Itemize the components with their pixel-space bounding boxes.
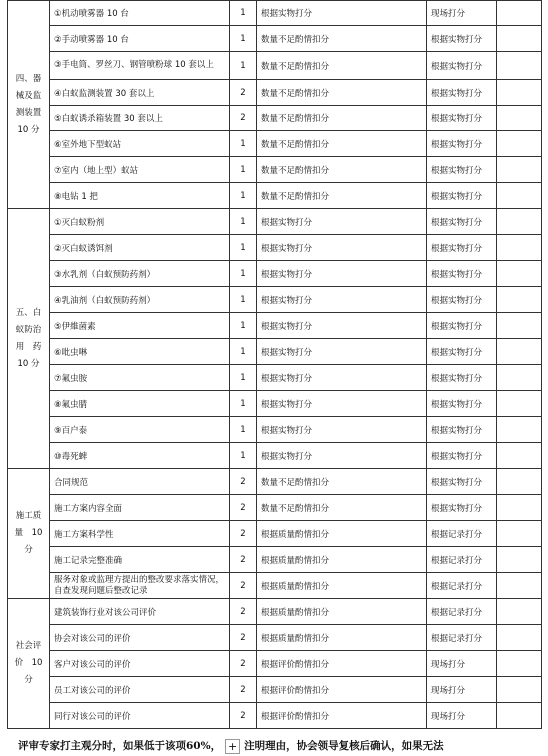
remarks-cell[interactable] — [497, 131, 542, 157]
score-cell: 1 — [230, 365, 257, 391]
remarks-cell[interactable] — [497, 469, 542, 495]
method-cell: 根据质量酌情扣分 — [257, 625, 427, 651]
check-cell: 根据实物打分 — [427, 365, 497, 391]
check-cell: 现场打分 — [427, 703, 497, 729]
check-cell: 根据实物打分 — [427, 261, 497, 287]
method-cell: 根据质量酌情扣分 — [257, 573, 427, 599]
score-cell: 1 — [230, 209, 257, 235]
category-line: 械及监 — [15, 90, 42, 101]
method-cell: 根据质量酌情扣分 — [257, 599, 427, 625]
item-cell: ①机动喷雾器 10 台 — [50, 1, 230, 26]
remarks-cell[interactable] — [497, 365, 542, 391]
remarks-cell[interactable] — [497, 80, 542, 106]
category-line: 价 10 — [14, 658, 43, 668]
check-cell: 根据实物打分 — [427, 443, 497, 469]
table-row — [8, 469, 542, 495]
method-cell: 根据实物打分 — [257, 1, 427, 26]
method-cell: 根据实物打分 — [257, 235, 427, 261]
table-row — [8, 106, 542, 131]
table-row — [8, 80, 542, 106]
item-cell: 施工记录完整准确 — [50, 547, 230, 573]
item-cell: 建筑装饰行业对该公司评价 — [50, 599, 230, 625]
check-cell: 根据记录打分 — [427, 547, 497, 573]
category-line: 分 — [24, 675, 33, 685]
remarks-cell[interactable] — [497, 261, 542, 287]
remarks-cell[interactable] — [497, 287, 542, 313]
check-cell: 根据记录打分 — [427, 599, 497, 625]
score-cell: 1 — [230, 443, 257, 469]
category-line: 用 药 — [15, 341, 42, 352]
check-cell: 根据实物打分 — [427, 469, 497, 495]
method-cell: 根据实物打分 — [257, 339, 427, 365]
score-cell: 1 — [230, 313, 257, 339]
remarks-cell[interactable] — [497, 313, 542, 339]
remarks-cell[interactable] — [497, 52, 542, 80]
check-cell: 现场打分 — [427, 651, 497, 677]
method-cell: 数量不足酌情扣分 — [257, 183, 427, 209]
category-cell — [8, 209, 50, 469]
check-cell: 根据记录打分 — [427, 573, 497, 599]
table-row — [8, 131, 542, 157]
table-row — [8, 1, 542, 26]
method-cell: 根据评价酌情扣分 — [257, 703, 427, 729]
score-cell: 2 — [230, 469, 257, 495]
footer-text-right: 注明理由，协会领导复核后确认，如果无法 — [244, 740, 444, 752]
category-line: 量 10 — [14, 528, 43, 538]
item-cell: ⑧氟虫腈 — [50, 391, 230, 417]
score-cell: 1 — [230, 131, 257, 157]
score-cell: 1 — [230, 261, 257, 287]
method-cell: 根据质量酌情扣分 — [257, 521, 427, 547]
item-cell: ⑦氟虫胺 — [50, 365, 230, 391]
item-cell: ④乳油剂（白蚁预防药剂） — [50, 287, 230, 313]
check-cell: 根据实物打分 — [427, 26, 497, 52]
check-cell: 根据实物打分 — [427, 391, 497, 417]
remarks-cell[interactable] — [497, 391, 542, 417]
scoring-table-body — [8, 1, 542, 729]
table-row — [8, 495, 542, 521]
table-row — [8, 52, 542, 80]
score-cell: 1 — [230, 157, 257, 183]
remarks-cell[interactable] — [497, 625, 542, 651]
item-cell: ⑩毒死蜱 — [50, 443, 230, 469]
check-cell: 根据实物打分 — [427, 183, 497, 209]
remarks-cell[interactable] — [497, 1, 542, 26]
table-row — [8, 443, 542, 469]
table-row — [8, 391, 542, 417]
check-cell: 根据实物打分 — [427, 52, 497, 80]
table-row — [8, 157, 542, 183]
remarks-cell[interactable] — [497, 495, 542, 521]
remarks-cell[interactable] — [497, 547, 542, 573]
item-cell: ⑤白蚁诱杀箱装置 30 套以上 — [50, 106, 230, 131]
score-cell: 2 — [230, 651, 257, 677]
table-row — [8, 651, 542, 677]
remarks-cell[interactable] — [497, 26, 542, 52]
remarks-cell[interactable] — [497, 521, 542, 547]
check-cell: 根据实物打分 — [427, 106, 497, 131]
score-cell: 1 — [230, 235, 257, 261]
method-cell: 根据实物打分 — [257, 313, 427, 339]
check-cell: 现场打分 — [427, 1, 497, 26]
category-line: 四、器 — [15, 73, 42, 84]
score-cell: 1 — [230, 417, 257, 443]
table-row — [8, 573, 542, 599]
category-line: 测装置 — [15, 107, 42, 118]
score-cell: 1 — [230, 183, 257, 209]
method-cell: 根据实物打分 — [257, 417, 427, 443]
table-row — [8, 26, 542, 52]
table-row — [8, 417, 542, 443]
score-cell: 1 — [230, 339, 257, 365]
check-cell: 根据实物打分 — [427, 313, 497, 339]
remarks-cell[interactable] — [497, 651, 542, 677]
check-cell: 根据实物打分 — [427, 131, 497, 157]
method-cell: 根据实物打分 — [257, 209, 427, 235]
table-row — [8, 703, 542, 729]
table-row — [8, 625, 542, 651]
remarks-cell[interactable] — [497, 183, 542, 209]
check-cell: 根据记录打分 — [427, 521, 497, 547]
item-cell: ⑤伊維菌素 — [50, 313, 230, 339]
table-row — [8, 599, 542, 625]
category-line: 蚁防治 — [15, 324, 42, 335]
item-cell: 合同规范 — [50, 469, 230, 495]
item-cell: ①灭白蚁粉剂 — [50, 209, 230, 235]
method-cell: 根据实物打分 — [257, 365, 427, 391]
remarks-cell[interactable] — [497, 235, 542, 261]
category-cell — [8, 599, 50, 729]
check-cell: 现场打分 — [427, 677, 497, 703]
table-row — [8, 339, 542, 365]
item-cell: ⑥吡虫啉 — [50, 339, 230, 365]
table-row — [8, 261, 542, 287]
remarks-cell[interactable] — [497, 209, 542, 235]
remarks-cell[interactable] — [497, 599, 542, 625]
method-cell: 根据实物打分 — [257, 443, 427, 469]
table-row — [8, 521, 542, 547]
method-cell: 数量不足酌情扣分 — [257, 52, 427, 80]
table-row — [8, 547, 542, 573]
category-line: 五、白 — [15, 307, 42, 318]
remarks-cell[interactable] — [497, 339, 542, 365]
score-cell: 1 — [230, 52, 257, 80]
method-cell: 根据质量酌情扣分 — [257, 547, 427, 573]
table-row — [8, 183, 542, 209]
category-line: 施工质 — [15, 511, 42, 521]
remarks-cell[interactable] — [497, 573, 542, 599]
check-cell: 根据实物打分 — [427, 235, 497, 261]
item-cell: ⑨百户泰 — [50, 417, 230, 443]
score-cell: 2 — [230, 573, 257, 599]
add-row-icon[interactable]: + — [225, 739, 240, 754]
table-row — [8, 313, 542, 339]
method-cell: 数量不足酌情扣分 — [257, 157, 427, 183]
score-cell: 2 — [230, 677, 257, 703]
method-cell: 根据评价酌情扣分 — [257, 651, 427, 677]
check-cell: 根据实物打分 — [427, 80, 497, 106]
score-cell: 2 — [230, 625, 257, 651]
score-cell: 2 — [230, 547, 257, 573]
category-line: 10 分 — [17, 358, 40, 369]
score-cell: 1 — [230, 1, 257, 26]
check-cell: 根据实物打分 — [427, 287, 497, 313]
method-cell: 根据实物打分 — [257, 287, 427, 313]
category-line: 分 — [24, 545, 33, 555]
score-cell: 2 — [230, 80, 257, 106]
category-cell — [8, 1, 50, 209]
category-cell — [8, 469, 50, 599]
score-cell: 2 — [230, 599, 257, 625]
remarks-cell[interactable] — [497, 157, 542, 183]
remarks-cell[interactable] — [497, 677, 542, 703]
remarks-cell[interactable] — [497, 106, 542, 131]
item-cell: 协会对该公司的评价 — [50, 625, 230, 651]
method-cell: 根据实物打分 — [257, 261, 427, 287]
score-cell: 1 — [230, 391, 257, 417]
item-cell: 施工方案科学性 — [50, 521, 230, 547]
footer-note — [18, 736, 548, 756]
category-line: 10 分 — [17, 124, 40, 135]
item-cell: ②灭白蚁诱饵剂 — [50, 235, 230, 261]
remarks-cell[interactable] — [497, 443, 542, 469]
score-cell: 2 — [230, 495, 257, 521]
footer-text-left: 评审专家打主观分时，如果低于该项60%， — [18, 740, 222, 752]
method-cell: 数量不足酌情扣分 — [257, 26, 427, 52]
item-cell: ⑥室外地下型蚁站 — [50, 131, 230, 157]
score-cell: 1 — [230, 287, 257, 313]
method-cell: 数量不足酌情扣分 — [257, 469, 427, 495]
scoring-table — [7, 0, 542, 729]
check-cell: 根据实物打分 — [427, 495, 497, 521]
score-cell: 2 — [230, 521, 257, 547]
check-cell: 根据实物打分 — [427, 339, 497, 365]
check-cell: 根据记录打分 — [427, 625, 497, 651]
remarks-cell[interactable] — [497, 417, 542, 443]
method-cell: 数量不足酌情扣分 — [257, 495, 427, 521]
method-cell: 数量不足酌情扣分 — [257, 80, 427, 106]
item-cell: ②手动喷雾器 10 台 — [50, 26, 230, 52]
check-cell: 根据实物打分 — [427, 209, 497, 235]
method-cell: 根据评价酌情扣分 — [257, 677, 427, 703]
item-cell: ④白蚁监测装置 30 套以上 — [50, 80, 230, 106]
item-cell: 服务对象或监理方提出的整改要求落实情况，自查发现问题后整改记录 — [50, 573, 230, 599]
item-cell: ③水乳剂（白蚁预防药剂） — [50, 261, 230, 287]
score-cell: 2 — [230, 703, 257, 729]
item-cell: 同行对该公司的评价 — [50, 703, 230, 729]
item-cell: ⑧电钻 1 把 — [50, 183, 230, 209]
table-row — [8, 209, 542, 235]
item-cell: ⑦室内（地上型）蚁站 — [50, 157, 230, 183]
method-cell: 数量不足酌情扣分 — [257, 106, 427, 131]
score-cell: 1 — [230, 26, 257, 52]
check-cell: 根据实物打分 — [427, 417, 497, 443]
score-cell: 2 — [230, 106, 257, 131]
table-row — [8, 365, 542, 391]
remarks-cell[interactable] — [497, 703, 542, 729]
table-row — [8, 235, 542, 261]
item-cell: 施工方案内容全面 — [50, 495, 230, 521]
table-row — [8, 287, 542, 313]
method-cell: 根据实物打分 — [257, 391, 427, 417]
category-line: 社会评 — [15, 641, 42, 651]
item-cell: ③手电筒、罗丝刀、钢管喷粉球 10 套以上 — [50, 52, 230, 80]
item-cell: 客户对该公司的评价 — [50, 651, 230, 677]
method-cell: 数量不足酌情扣分 — [257, 131, 427, 157]
item-cell: 员工对该公司的评价 — [50, 677, 230, 703]
check-cell: 根据实物打分 — [427, 157, 497, 183]
table-row — [8, 677, 542, 703]
